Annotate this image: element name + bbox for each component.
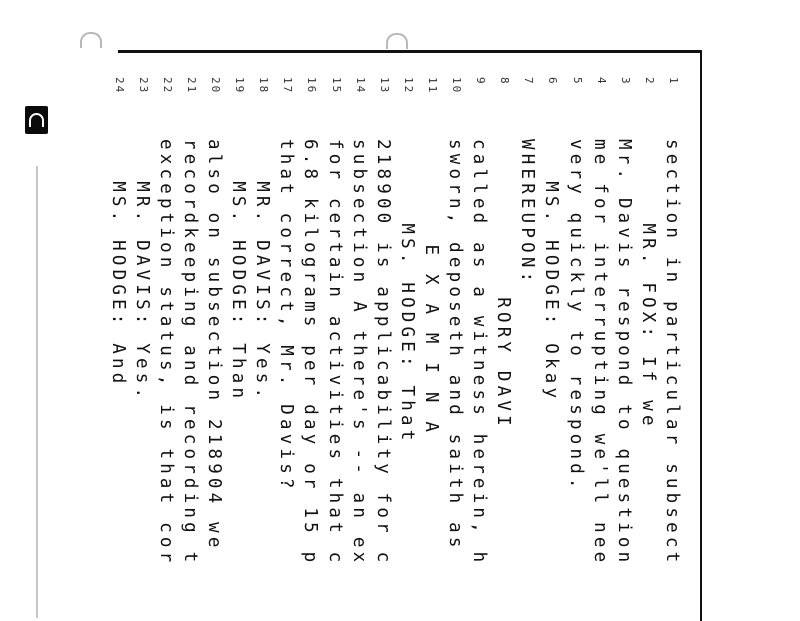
line-number: 16	[305, 77, 319, 95]
line-number: 20	[209, 77, 223, 95]
transcript-line	[562, 53, 586, 613]
line-number: 14	[353, 77, 367, 95]
line-text: recordkeeping and recording t	[180, 139, 200, 567]
transcript-page	[107, 50, 702, 621]
transcript-line	[610, 53, 634, 613]
line-text: called as a witness herein, h	[469, 139, 490, 567]
line-number: 8	[498, 77, 512, 86]
transcript-line	[200, 53, 224, 613]
line-number: 17	[281, 77, 295, 95]
line-number: 10	[450, 77, 464, 95]
line-number: 3	[618, 77, 632, 86]
line-text: exception status, is that cor	[155, 139, 176, 567]
line-number: 21	[185, 77, 198, 95]
transcript-line	[393, 53, 417, 613]
line-text: MR. FOX: If we	[637, 223, 658, 430]
transcript-line	[152, 53, 176, 613]
line-number: 18	[257, 77, 271, 95]
line-number: 9	[474, 77, 488, 86]
left-margin-rule	[36, 166, 38, 618]
line-text: subsection A there's -- an ex	[348, 139, 369, 567]
transcript-line	[586, 53, 610, 613]
transcript-line	[224, 53, 248, 613]
line-number: 24	[112, 77, 126, 95]
transcript-line	[417, 53, 441, 613]
line-text: E X A M I N A	[421, 244, 441, 437]
punch-hole-mark-center	[386, 33, 408, 49]
line-text: MS. HODGE: That	[396, 223, 417, 445]
transcript-line	[248, 53, 272, 613]
transcript-line	[489, 53, 513, 613]
transcript-line	[321, 53, 345, 613]
line-text: me for interrupting we'll nee	[589, 139, 610, 567]
line-number: 1	[667, 77, 680, 86]
transcript-line	[345, 53, 369, 613]
line-text: RORY DAVI	[493, 297, 514, 430]
line-text: for certain activities that c	[324, 139, 345, 567]
line-number: 12	[401, 77, 415, 95]
line-number: 6	[546, 77, 560, 86]
line-text: MS. HODGE: Okay	[541, 181, 562, 403]
line-text: MR. DAVIS: Yes.	[131, 181, 152, 403]
transcript-line	[658, 53, 682, 613]
line-text: that correct, Mr. Davis?	[276, 139, 297, 493]
transcript-line	[297, 53, 321, 613]
line-number: 13	[377, 77, 391, 95]
transcript-line	[634, 53, 658, 613]
transcript-line	[441, 53, 465, 613]
line-text: 6.8 kilograms per day or 15 p	[300, 139, 321, 567]
line-number: 7	[522, 77, 536, 86]
line-number: 2	[642, 77, 656, 86]
line-text: 218900 is applicability for c	[372, 139, 393, 567]
binder-tab-icon	[25, 106, 48, 134]
punch-hole-mark-left	[80, 32, 102, 48]
transcript-line	[176, 53, 200, 613]
transcript-line	[369, 53, 393, 613]
line-text: sworn, deposeth and saith as	[445, 139, 466, 552]
line-text: also on subsection 218904 we	[204, 139, 225, 552]
line-text: MS. HODGE: And	[107, 181, 128, 388]
line-number: 22	[160, 77, 174, 95]
line-number: 4	[594, 77, 608, 86]
transcript-line	[128, 53, 152, 613]
transcript-line	[538, 53, 562, 613]
transcript-line	[272, 53, 296, 613]
line-number: 19	[233, 77, 247, 95]
transcript-line	[513, 53, 537, 613]
line-text: Mr. Davis respond to question	[613, 139, 634, 567]
line-number: 5	[570, 77, 584, 86]
line-text: MS. HODGE: Than	[228, 181, 249, 403]
line-text: very quickly to respond.	[565, 139, 586, 493]
line-text: WHEREUPON:	[517, 139, 538, 287]
transcript-line	[104, 53, 128, 613]
line-number: 11	[426, 77, 439, 95]
line-number: 23	[136, 77, 150, 95]
transcript-line	[465, 53, 489, 613]
transcript-page-content	[107, 53, 700, 621]
line-text: section in particular subsect	[662, 139, 682, 567]
line-text: MR. DAVIS: Yes.	[252, 181, 273, 403]
line-number: 15	[329, 77, 343, 95]
